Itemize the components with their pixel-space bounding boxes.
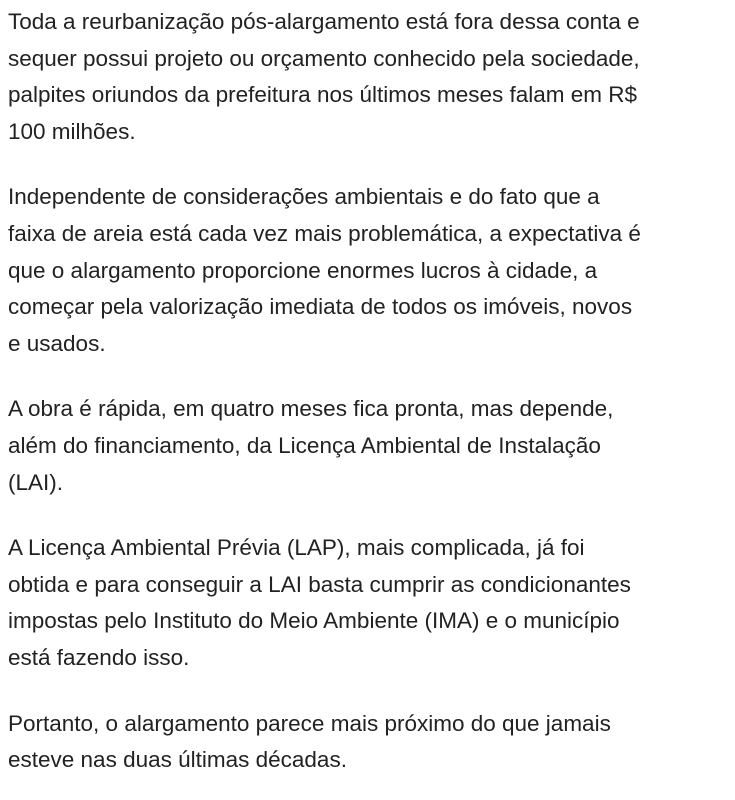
article-paragraph — [8, 530, 735, 676]
article-paragraph — [8, 391, 735, 501]
article-paragraph — [8, 179, 735, 362]
paragraph-line: Toda a reurbanização pós-alargamento está fora dessa conta e — [8, 9, 640, 34]
paragraph-line: Portanto, o alargamento parece mais próximo do que jamais — [8, 710, 611, 736]
paragraph-line: além do financiamento, da Licença Ambiental de Instalação — [8, 432, 601, 458]
paragraph-line: começar pela valorização imediata de todos os imóveis, novos — [8, 294, 633, 320]
paragraph-line: e usados. — [8, 330, 106, 356]
paragraph-line: (LAI). — [8, 469, 64, 495]
paragraph-line: sequer possui projeto ou orçamento conhecido pela sociedade, — [8, 45, 640, 71]
paragraph-line: obtida e para conseguir a LAI basta cumprir as condicionantes — [8, 571, 631, 597]
paragraph-line: faixa de areia está cada vez mais problemática, a expectativa é — [8, 220, 641, 246]
article-paragraph — [8, 4, 735, 150]
paragraph-line: 100 milhões. — [8, 118, 136, 144]
article-paragraph — [8, 706, 735, 779]
paragraph-line: palpites oriundos da prefeitura nos últimos meses falam em R$ — [8, 82, 638, 108]
paragraph-line: Independente de considerações ambientais e do fato que a — [8, 184, 600, 210]
paragraph-line: A obra é rápida, em quatro meses fica pronta, mas depende, — [8, 396, 614, 422]
paragraph-line: A Licença Ambiental Prévia (LAP), mais complicada, já foi — [8, 535, 585, 561]
paragraph-line: está fazendo isso. — [8, 644, 190, 670]
paragraph-line: impostas pelo Instituto do Meio Ambiente (IMA) e o município — [8, 608, 620, 634]
paragraph-line: esteve nas duas últimas décadas. — [8, 747, 347, 773]
paragraph-line: que o alargamento proporcione enormes lucros à cidade, a — [8, 257, 598, 283]
